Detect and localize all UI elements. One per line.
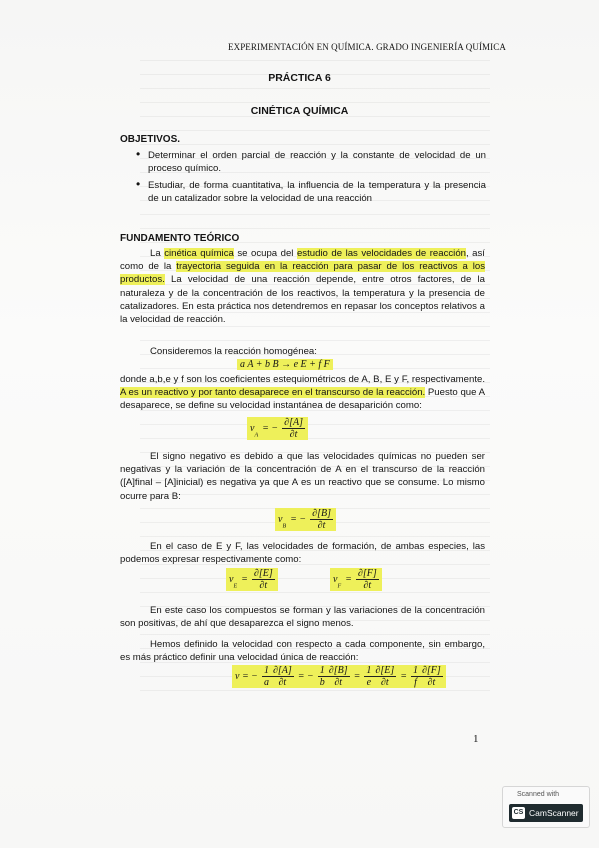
camscanner-logo-icon: CS xyxy=(512,807,525,819)
practice-title: PRÁCTICA 6 xyxy=(268,72,331,84)
camscanner-watermark xyxy=(502,786,590,828)
bullet-icon: • xyxy=(136,177,141,191)
page-number: 1 xyxy=(473,733,479,745)
paragraph-caso-EF: En el caso de E y F, las velocidades de formación, de ambas especies, las podemos expresar respectivamente como: xyxy=(120,541,485,566)
objective-item-2: Estudiar, de forma cuantitativa, la influencia de la temperatura y la presencia de un catalizador sobre la velocidad de una reacción xyxy=(148,180,486,204)
practice-subtitle: CINÉTICA QUÍMICA xyxy=(250,105,349,117)
equation-vA: $v_A$ = − $\frac{\partial[A]}{\partial t}$ xyxy=(247,417,308,440)
paragraph-donde: donde a,b,e y f son los coeficientes estequiométricos de A, B, E y F, respectivamente. A es un reactivo y por tanto desaparece en el transcurso de la reacción. Puesto que A desaparece, se define su velocidad instantánea de desaparición como: xyxy=(120,374,485,412)
objectives-heading: OBJETIVOS. xyxy=(120,134,181,145)
equation-vB: $v_B$ = − $\frac{\partial[B]}{\partial t}$ xyxy=(275,508,336,531)
highlight-trayectoria: trayectoria seguida en la reacción para pasar de los reactivos a los productos. xyxy=(120,261,485,286)
equation-vF: $v_F$ = $\frac{\partial[F]}{\partial t}$ xyxy=(330,568,382,591)
paragraph-forman: En este caso los compuestos se forman y las variaciones de la concentración son positivas, de ahí que desaparezca el signo menos. xyxy=(120,605,485,630)
scanned-with-label: Scanned with xyxy=(517,791,560,798)
reaction-equation: a A + b B → e E + f F xyxy=(237,359,333,370)
equation-vE: $v_E$ = $\frac{\partial[E]}{\partial t}$ xyxy=(226,568,278,591)
highlight-reactivo: A es un reactivo y por tanto desaparece en el transcurso de la reacción. xyxy=(120,387,426,399)
highlight-velocidades: estudio de las velocidades de reacción xyxy=(296,248,466,259)
fundamento-heading: FUNDAMENTO TEÓRICO xyxy=(120,233,240,244)
highlight-cinetica: cinética química xyxy=(164,248,234,259)
paragraph-consideremos: Consideremos la reacción homogénea: xyxy=(150,346,317,357)
camscanner-app-name: CamScanner xyxy=(529,808,579,818)
paragraph-cinetica: La cinética química se ocupa del estudio de las velocidades de reacción, así como de la trayectoria seguida en la reacción para pasar de los reactivos a los productos. La velocidad de una reacción depende, entre otros factores, de la naturaleza y de la concentración de los reactivos, la temperatura y la presencia de catalizadores. En esta práctica nos detendremos en repasar los conceptos relativos a la velocidad de reacción. xyxy=(120,248,485,326)
equation-rate: v = − $\frac{1}{a}$ $\frac{\partial[A]}{\partial t}$ = − $\frac{1}{b}$ $\frac{\partial[B]}{\partial t}$ = $\frac{1}{e}$ $\frac{\partial[E]}{\partial t}$ = $\frac{1}{f}$ $\frac{\partial[F]}{\partial t}$ xyxy=(232,665,446,688)
bullet-icon: • xyxy=(136,147,141,161)
paragraph-signo: El signo negativo es debido a que las velocidades químicas no pueden ser negativas y la variación de la concentración de A en el transcurso de la reacción ([A]final – [A]inicial) es negativa ya que A es un reactivo que se consume. Lo mismo ocurre para B: xyxy=(120,451,485,502)
course-header: EXPERIMENTACIÓN EN QUÍMICA. GRADO INGENIERÍA QUÍMICA xyxy=(228,42,506,52)
camscanner-badge xyxy=(509,804,583,822)
paragraph-velocidad-unica: Hemos definido la velocidad con respecto a cada componente, sin embargo, es más práctico definir una velocidad única de reacción: xyxy=(120,639,485,664)
objective-item-1: Determinar el orden parcial de reacción y la constante de velocidad de un proceso químico. xyxy=(148,150,486,174)
